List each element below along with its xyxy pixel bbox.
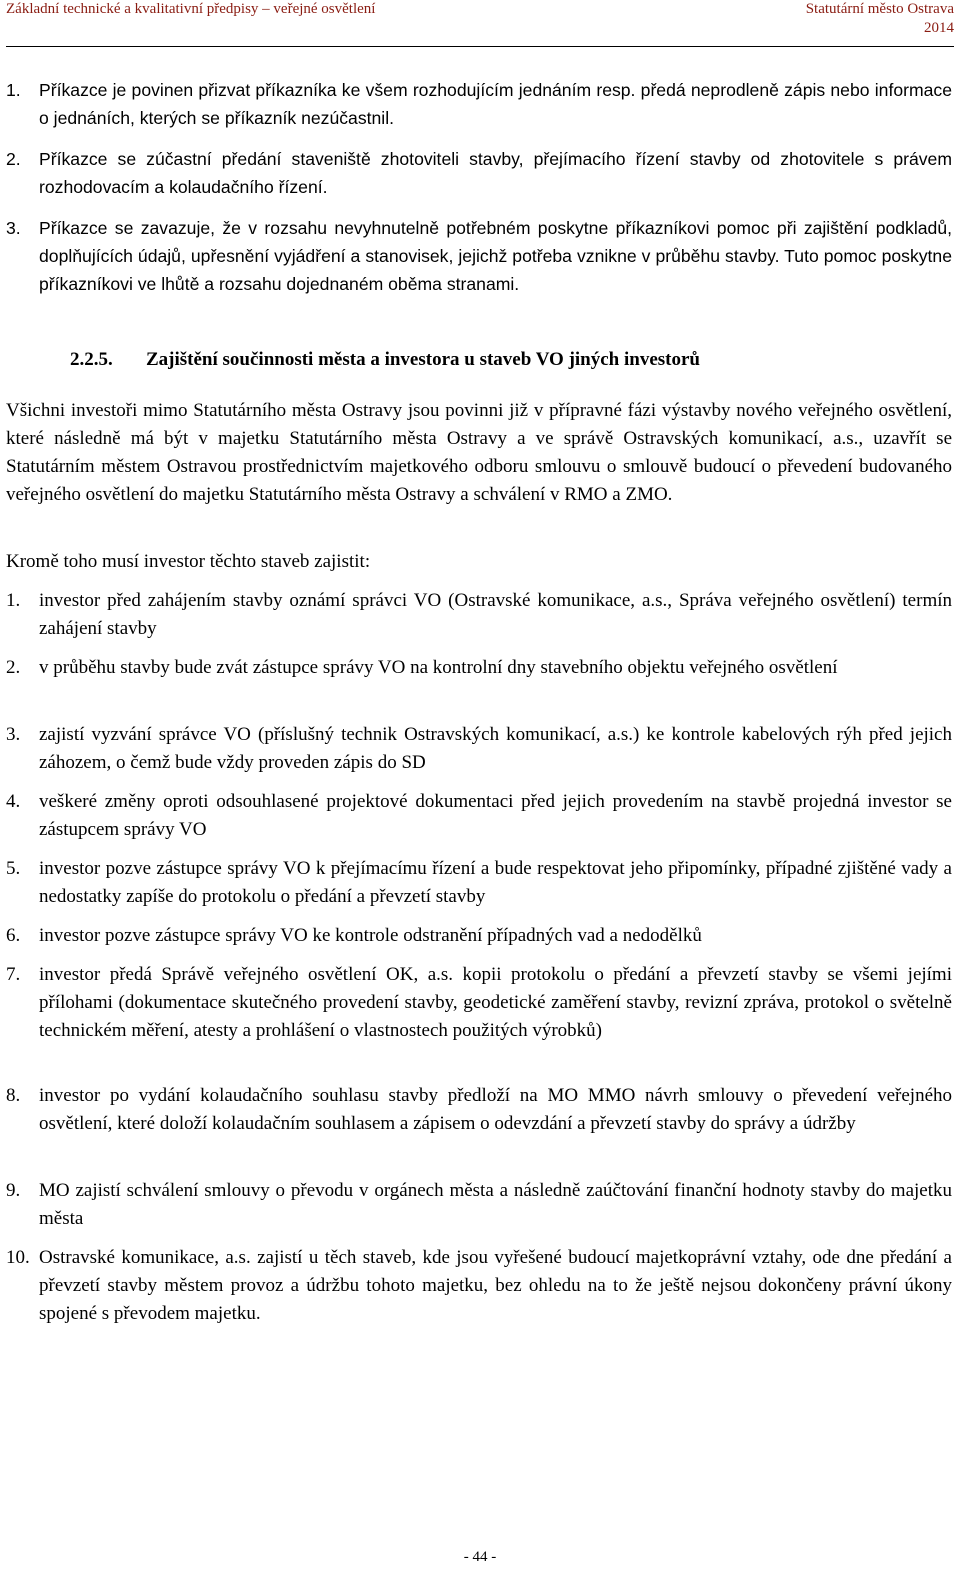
client-duty-text: Příkazce se zúčastní předání staveniště zhotoviteli stavby, přejímacího řízení stavby od zhotovitele s právem rozhodovacím a kolaudačního řízení.: [39, 149, 952, 197]
requirement-text: MO zajistí schválení smlouvy o převodu v orgánech města a následně zaúčtování finanční hodnoty stavby do majetku města: [39, 1180, 952, 1229]
requirement-text: investor pozve zástupce správy VO k přejímacímu řízení a bude respektovat jeho připomínky, případné zjištěné vady a nedostatky zapíše do protokolu o předání a převzetí stavby: [39, 858, 952, 907]
requirement-item: [6, 654, 952, 682]
requirement-text: veškeré změny oproti odsouhlasené projektové dokumentaci před jejich provedením na stavbě projedná investor se zástupcem správy VO: [39, 791, 952, 840]
requirement-text: investor před zahájením stavby oznámí správci VO (Ostravské komunikace, a.s., Správa veřejného osvětlení) termín zahájení stavby: [39, 590, 952, 639]
requirement-text: Ostravské komunikace, a.s. zajistí u těch staveb, kde jsou vyřešené budoucí majetkoprávní vztahy, ode dne předání a převzetí stavby městem provoz a údržbu tohoto majetku, bez ohledu na to že ještě nejsou dokončeny právní úkony spojené s převodem majetku.: [39, 1247, 952, 1324]
requirement-number: 8.: [6, 1085, 21, 1106]
requirement-text: v průběhu stavby bude zvát zástupce správy VO na kontrolní dny stavebního objektu veřejného osvětlení: [39, 657, 838, 678]
requirement-number: 5.: [6, 858, 21, 879]
requirement-item: [6, 961, 952, 1045]
requirement-item: [6, 1244, 952, 1328]
page-header: [6, 0, 954, 47]
header-year: 2014: [924, 20, 954, 36]
requirement-text: investor předá Správě veřejného osvětlení OK, a.s. kopii protokolu o předání a převzetí stavby se všemi jejími přílohami (dokumentace skutečného provedení stavby, geodetické zaměření stavby, revizní zpráva, protokol o světelně technickém měření, atesty a prohlášení o vlastnostech použitých výrobků): [39, 964, 952, 1041]
requirement-number: 2.: [6, 657, 21, 678]
requirement-number: 4.: [6, 791, 21, 812]
client-duty-item: [6, 145, 952, 201]
section-number: 2.2.5.: [70, 349, 113, 370]
requirement-text: investor pozve zástupce správy VO ke kontrole odstranění případných vad a nedodělků: [39, 925, 702, 946]
requirement-number: 10.: [6, 1247, 30, 1268]
client-duty-item: [6, 214, 952, 298]
requirements-intro: Kromě toho musí investor těchto staveb zajistit:: [6, 551, 371, 572]
requirement-text: zajistí vyzvání správce VO (příslušný technik Ostravských komunikací, a.s.) ke kontrole kabelových rýh před jejich záhozem, o čemž bude vždy proveden zápis do SD: [39, 724, 952, 773]
header-organization: [806, 0, 954, 38]
requirement-item: [6, 788, 952, 844]
requirement-number: 9.: [6, 1180, 21, 1201]
requirement-item: [6, 1177, 952, 1233]
requirement-item: [6, 721, 952, 777]
requirement-item: [6, 587, 952, 643]
client-duty-number: 1.: [6, 80, 21, 100]
page-number: - 44 -: [463, 1549, 497, 1565]
client-duty-number: 3.: [6, 218, 21, 238]
header-document-title: Základní technické a kvalitativní předpisy – veřejné osvětlení: [6, 1, 376, 17]
requirement-number: 3.: [6, 724, 21, 745]
client-duty-item: [6, 76, 952, 132]
requirement-number: 6.: [6, 925, 21, 946]
section-title: Zajištění součinnosti města a investora u staveb VO jiných investorů: [146, 349, 700, 370]
requirement-item: [6, 855, 952, 911]
intro-paragraph: Všichni investoři mimo Statutárního města Ostravy jsou povinni již v přípravné fázi výstavby nového veřejného osvětlení, které následně má být v majetku Statutárního města Ostravy a ve správě Ostravských komunikací, a.s., uzavřít se Statutárním městem Ostravou prostřednictvím majetkového odboru smlouvu o smlouvě budoucí o převedení budovaného veřejného osvětlení do majetku Statutárního města Ostravy a schválení v RMO a ZMO.: [6, 400, 952, 505]
requirement-item: [6, 1082, 952, 1138]
requirement-number: 1.: [6, 590, 21, 611]
client-duty-number: 2.: [6, 149, 21, 169]
header-organization-name: Statutární město Ostrava: [805, 1, 954, 17]
client-duty-text: Příkazce se zavazuje, že v rozsahu nevyhnutelně potřebném poskytne příkazníkovi pomoc při zajištění podkladů, doplňujících údajů, upřesnění vyjádření a stanovisek, jejichž potřeba vznikne v průběhu stavby. Tuto pomoc poskytne příkazníkovi ve lhůtě a rozsahu dojednaném oběma stranami.: [39, 218, 952, 294]
requirement-item: [6, 922, 952, 950]
requirement-text: investor po vydání kolaudačního souhlasu stavby předloží na MO MMO návrh smlouvy o převedení veřejného osvětlení, které doloží kolaudačním souhlasem a zápisem o odevzdání a převzetí stavby do správy a údržby: [39, 1085, 952, 1134]
section-heading: [70, 346, 700, 374]
client-duty-text: Příkazce je povinen přizvat příkazníka ke všem rozhodujícím jednáním resp. předá neprodleně zápis nebo informace o jednáních, kterých se příkazník nezúčastnil.: [39, 80, 952, 128]
requirement-number: 7.: [6, 964, 21, 985]
